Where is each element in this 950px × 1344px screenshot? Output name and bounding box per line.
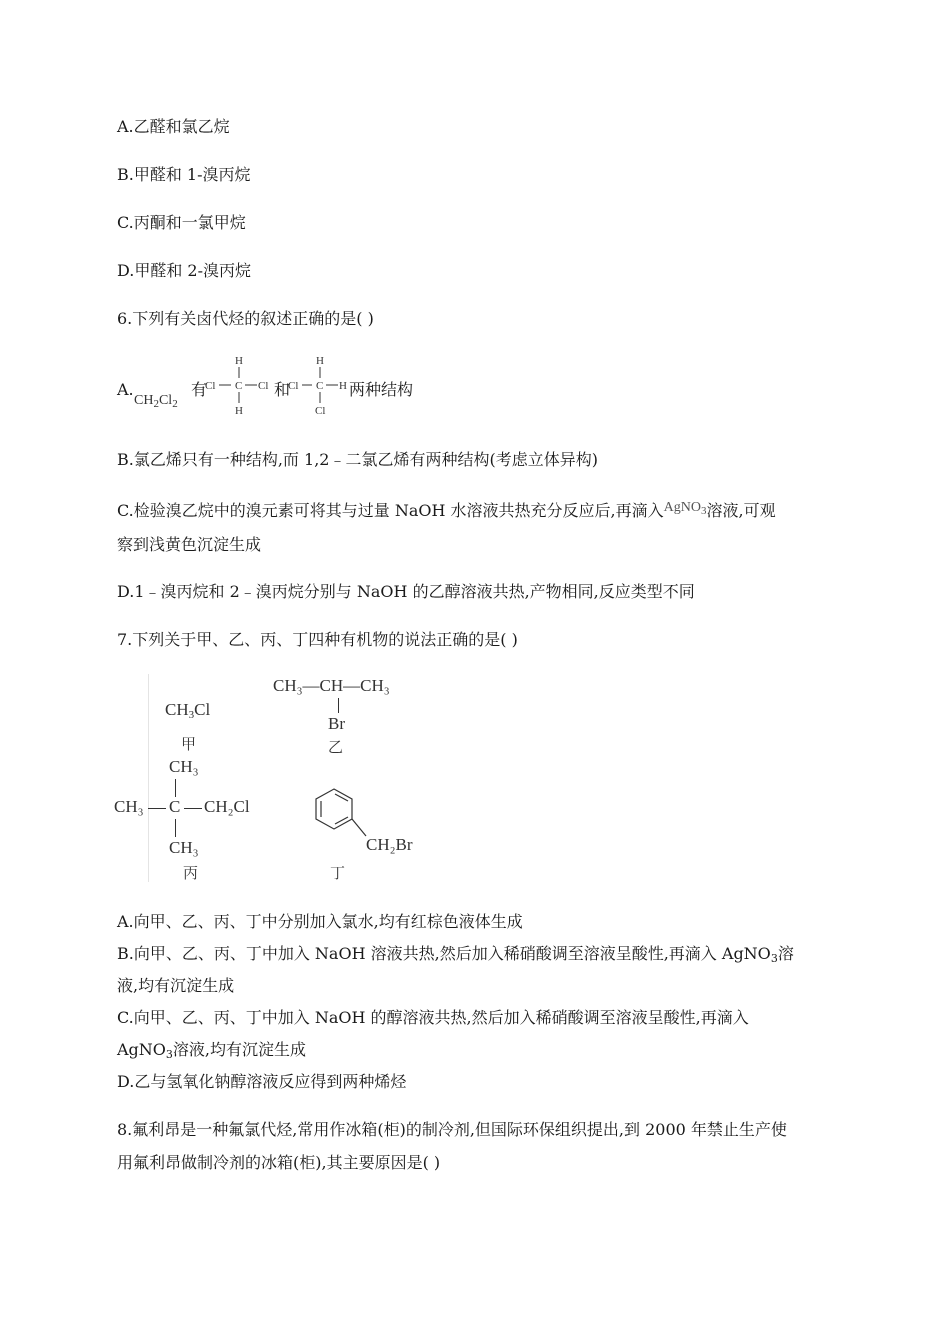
compound-bing-top: CH₃: [169, 757, 199, 776]
q7-option-a: A.向甲、乙、丙、丁中分别加入氯水,均有红棕色液体生成: [117, 912, 523, 931]
compound-bing-center: C: [169, 797, 181, 816]
q8-stem-line2: 用氟利昂做制冷剂的冰箱(柜),其主要原因是( ): [117, 1153, 441, 1172]
struct2-center: C: [316, 380, 324, 392]
q6-agno3: AgNO$_3$: [663, 500, 707, 517]
struct1-bottom: H: [235, 405, 243, 417]
q6-option-c-line1: [117, 501, 776, 526]
q7-option-c-line1: C.向甲、乙、丙、丁中加入 NaOH 的醇溶液共热,然后加入稀硝酸调至溶液呈酸性,再滴入: [117, 1008, 749, 1027]
compound-ding-label: 丁: [330, 866, 346, 882]
struct1-center: C: [235, 380, 243, 392]
q7-option-c-line2: AgNO$_3$溶液,均有沉淀生成: [117, 1040, 307, 1061]
q6-option-a-prefix: A.: [117, 380, 134, 399]
q7-option-d: D.乙与氢氧化钠醇溶液反应得到两种烯烃: [117, 1072, 407, 1091]
q7-option-b-line2: 液,均有沉淀生成: [117, 976, 235, 995]
figure-scan-edge: [148, 674, 149, 882]
q6-option-b: B.氯乙烯只有一种结构,而 1,2﹣二氯乙烯有两种结构(考虑立体异构): [117, 450, 598, 469]
compound-bing-left: CH₃: [114, 797, 144, 816]
q6-option-c-line2: 察到浅黄色沉淀生成: [117, 535, 262, 554]
q6-formula-ch2cl2: $CH_2Cl_2$: [134, 393, 178, 410]
struct2-bottom: Cl: [315, 405, 326, 417]
compound-bing-bottom: CH₃: [169, 838, 199, 857]
compound-ding-group: CH₂Br: [366, 835, 413, 854]
compound-yi-bond: [338, 698, 339, 713]
compound-bing-bond-top: [175, 779, 176, 797]
q6-option-c-part1: C.检验溴乙烷中的溴元素可将其与过量 NaOH 水溶液共热充分反应后,再滴入: [117, 501, 664, 520]
compound-bing-bond-bottom: [175, 819, 176, 837]
q6-stem: 6.下列有关卤代烃的叙述正确的是( ): [117, 309, 374, 328]
q5-option-b: B.甲醛和 1-溴丙烷: [117, 165, 251, 184]
q5-option-d: D.甲醛和 2-溴丙烷: [117, 261, 252, 280]
compound-bing-right: CH₂Cl: [204, 797, 250, 816]
q6-structure-2: [288, 352, 350, 418]
compound-bing-label: 丙: [183, 866, 199, 882]
compound-jia-formula: $CH_3Cl$: [165, 700, 211, 721]
q6-option-a-suffix: 两种结构: [349, 380, 414, 399]
struct2-top: H: [316, 355, 324, 367]
q6-structure-1: [205, 352, 275, 418]
q5-option-c: C.丙酮和一氯甲烷: [117, 213, 246, 232]
compound-yi-chain: CH₃—CH—CH₃: [273, 676, 390, 695]
compound-jia-label: 甲: [181, 737, 197, 753]
q8-stem-line1: 8.氟利昂是一种氟氯代烃,常用作冰箱(柜)的制冷剂,但国际环保组织提出,到 2000 年禁止生产使: [117, 1120, 787, 1139]
struct1-top: H: [235, 355, 243, 367]
struct1-left: Cl: [205, 380, 216, 392]
q6-option-a: [117, 380, 134, 400]
compound-yi-label: 乙: [328, 740, 344, 756]
q6-option-a-has: 有: [191, 380, 208, 399]
struct1-right: Cl: [258, 380, 269, 392]
q7-stem: 7.下列关于甲、乙、丙、丁四种有机物的说法正确的是( ): [117, 630, 518, 649]
q6-option-c-part2: 溶液,可观: [706, 501, 776, 520]
q5-option-a: A.乙醛和氯乙烷: [117, 117, 230, 136]
struct2-left: Cl: [288, 380, 299, 392]
q6-option-a-and: 和: [274, 380, 291, 399]
compound-bing-bond-right: [184, 808, 202, 809]
compound-bing-bond-left: [148, 808, 166, 809]
q7-option-b-line1: B.向甲、乙、丙、丁中加入 NaOH 溶液共热,然后加入稀硝酸调至溶液呈酸性,再滴入 AgNO$_3$溶: [117, 944, 794, 965]
struct2-right: H: [339, 380, 347, 392]
compound-yi-br: Br: [328, 714, 345, 733]
q6-option-d: D.1﹣溴丙烷和 2﹣溴丙烷分别与 NaOH 的乙醇溶液共热,产物相同,反应类型不同: [117, 582, 695, 601]
